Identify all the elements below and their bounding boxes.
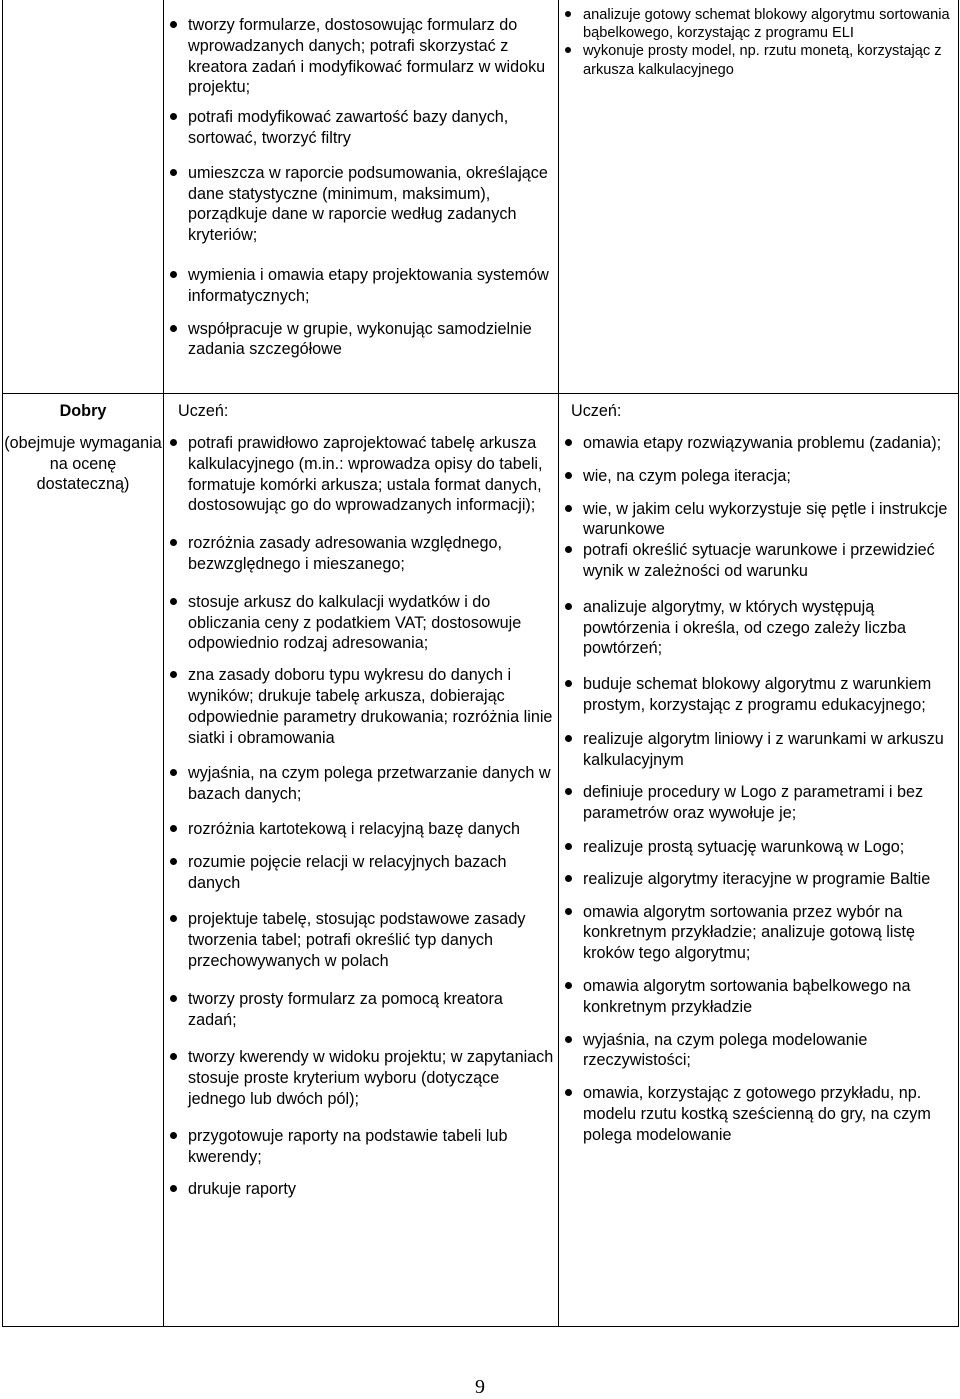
list-item: omawia, korzystając z gotowego przykładu, np. modelu rzutu kostką sześcienną do gry, na czym polega modelowanie (562, 1083, 954, 1145)
row-divider (2, 393, 959, 394)
dobry-middle-cell (167, 401, 555, 1200)
table-border-left (2, 0, 3, 1327)
list-item: tworzy formularze, dostosowując formularz do wprowadzanych danych; potrafi skorzystać z kreatora zadań i modyfikować formularz w widoku projektu; (167, 15, 555, 98)
list-item: rozumie pojęcie relacji w relacyjnych bazach danych (167, 852, 555, 894)
top-middle-list (167, 15, 555, 360)
list-item: omawia etapy rozwiązywania problemu (zadania); (562, 433, 954, 454)
table-border-right (958, 0, 959, 1327)
list-item: tworzy prosty formularz za pomocą kreatora zadań; (167, 989, 555, 1031)
list-item: analizuje algorytmy, w których występują powtórzenia i określa, od czego zależy liczba powtórzeń; (562, 597, 954, 659)
list-item: omawia algorytm sortowania bąbelkowego na konkretnym przykładzie (562, 976, 954, 1018)
student-header: Uczeń: (178, 402, 229, 420)
list-item: zna zasady doboru typu wykresu do danych i wyników; drukuje tabelę arkusza, dobierając odpowiednie parametry drukowania; rozróżnia linie siatki i obramowania (167, 665, 555, 748)
grade-subtitle: (obejmuje wymagania na ocenę dostateczną) (4, 434, 162, 493)
list-item: realizuje prostą sytuację warunkową w Logo; (562, 837, 954, 858)
column-divider-2 (558, 0, 559, 1327)
grade-cell (4, 401, 162, 495)
column-divider-1 (163, 0, 164, 1327)
list-item: realizuje algorytmy iteracyjne w programie Baltie (562, 869, 954, 890)
list-item: realizuje algorytm liniowy i z warunkami w arkuszu kalkulacyjnym (562, 729, 954, 771)
top-right-cell (562, 6, 954, 79)
dobry-right-list (562, 433, 954, 1146)
list-item: tworzy kwerendy w widoku projektu; w zapytaniach stosuje proste kryterium wyboru (dotyczące jednego lub dwóch pól); (167, 1047, 555, 1109)
list-item: umieszcza w raporcie podsumowania, określające dane statystyczne (minimum, maksimum), porządkuje dane w raporcie według zadanych kryteriów; (167, 163, 555, 246)
top-right-list (562, 6, 954, 79)
list-item: przygotowuje raporty na podstawie tabeli lub kwerendy; (167, 1126, 555, 1168)
list-item: stosuje arkusz do kalkulacji wydatków i do obliczania ceny z podatkiem VAT; dostosowuje odpowiednio rodzaj adresowania; (167, 592, 555, 654)
list-item: wyjaśnia, na czym polega przetwarzanie danych w bazach danych; (167, 763, 555, 805)
list-item: omawia algorytm sortowania przez wybór na konkretnym przykładzie; analizuje gotową listę kroków tego algorytmu; (562, 902, 954, 964)
list-item: wie, na czym polega iteracja; (562, 466, 954, 487)
page-number: 9 (475, 1376, 485, 1398)
list-item: wykonuje prosty model, np. rzutu monetą, korzystając z arkusza kalkulacyjnego (562, 42, 954, 78)
list-item: buduje schemat blokowy algorytmu z warunkiem prostym, korzystając z programu edukacyjnego; (562, 674, 954, 716)
list-item: wymienia i omawia etapy projektowania systemów informatycznych; (167, 265, 555, 307)
top-middle-cell (167, 15, 555, 360)
list-item: potrafi modyfikować zawartość bazy danych, sortować, tworzyć filtry (167, 107, 555, 149)
list-item: rozróżnia zasady adresowania względnego, bezwzględnego i mieszanego; (167, 533, 555, 575)
list-item: wie, w jakim celu wykorzystuje się pętle i instrukcje warunkowe (562, 499, 954, 541)
dobry-right-cell (562, 401, 954, 1146)
list-item: drukuje raporty (167, 1179, 555, 1200)
list-item: współpracuje w grupie, wykonując samodzielnie zadania szczegółowe (167, 319, 555, 361)
list-item: wyjaśnia, na czym polega modelowanie rzeczywistości; (562, 1030, 954, 1072)
grade-title: Dobry (59, 402, 107, 420)
dobry-middle-list (167, 433, 555, 1200)
list-item: analizuje gotowy schemat blokowy algorytmu sortowania bąbelkowego, korzystając z programu ELI (562, 6, 954, 42)
list-item: projektuje tabelę, stosując podstawowe zasady tworzenia tabel; potrafi określić typ danych przechowywanych w polach (167, 909, 555, 971)
list-item: potrafi prawidłowo zaprojektować tabelę arkusza kalkulacyjnego (m.in.: wprowadza opisy do tabeli, formatuje komórki arkusza; ustala format danych, dostosowując go do wprowadzanych informacji); (167, 433, 555, 516)
table-border-bottom (2, 1326, 959, 1327)
list-item: rozróżnia kartotekową i relacyjną bazę danych (167, 819, 555, 840)
student-header: Uczeń: (571, 402, 622, 420)
list-item: potrafi określić sytuacje warunkowe i przewidzieć wynik w zależności od warunku (562, 540, 954, 582)
list-item: definiuje procedury w Logo z parametrami i bez parametrów oraz wywołuje je; (562, 782, 954, 824)
